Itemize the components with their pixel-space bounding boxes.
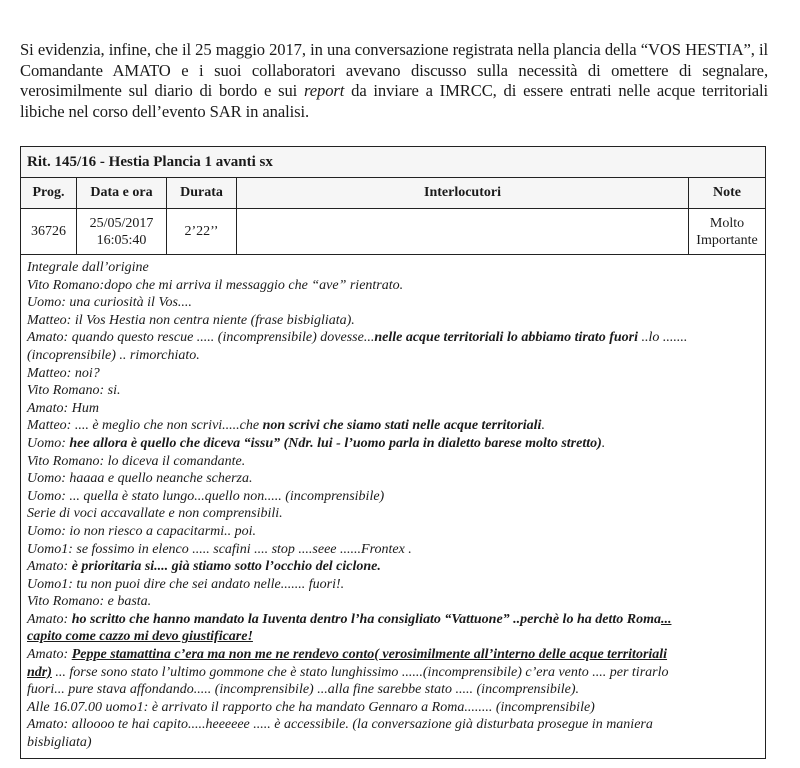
transcript-bold: hee allora è quello che diceva “issu” (Ndr. lui - l’uomo parla in dialetto barese molto stretto) xyxy=(69,435,602,451)
transcript-bold-underlined: ndr) xyxy=(27,664,52,680)
transcript-text: Amato: xyxy=(27,647,72,663)
header-note: Note xyxy=(713,185,741,200)
transcript-line: Uomo1: tu non puoi dire che sei andato nelle....... fuori!. xyxy=(27,576,345,592)
cell-prog: 36726 xyxy=(21,209,77,254)
transcript-line: Vito Romano: si. xyxy=(27,383,121,399)
transcript-bold: nelle acque territoriali lo abbiamo tirato fuori xyxy=(374,330,639,346)
table-header-row xyxy=(21,178,765,209)
header-prog: Prog. xyxy=(21,178,77,208)
transcript-bold: è prioritaria si.... già stiamo sotto l’occhio del ciclone. xyxy=(71,559,381,575)
cell-duration: 2’22’’ xyxy=(167,209,237,254)
transcript-line: Integrale dall’origine xyxy=(27,260,149,275)
header-interlocutors: Interlocutori xyxy=(237,178,689,208)
transcript-line: bisbigliata) xyxy=(27,735,92,751)
transcript-bold-underlined: ... xyxy=(660,611,672,627)
transcript-line: Amato: Hum xyxy=(27,400,99,416)
transcript-line xyxy=(27,664,759,682)
cell-date: 25/05/2017 xyxy=(89,215,154,231)
transcript-line xyxy=(27,417,759,435)
cell-time: 16:05:40 xyxy=(96,232,147,248)
transcript xyxy=(21,255,765,758)
cell-note xyxy=(689,209,765,254)
transcript-line: Amato: alloooo te hai capito.....heeeeee ..... è accessibile. (la conversazione già disturbata prosegue in maniera xyxy=(27,717,653,733)
transcript-line: Matteo: noi? xyxy=(27,365,100,381)
transcript-bold: non scrivi che siamo stati nelle acque territoriali xyxy=(262,418,542,434)
transcript-line: Uomo1: se fossimo in elenco ..... scafini .... stop ....seee ......Frontex . xyxy=(27,541,412,557)
transcript-line xyxy=(27,435,759,453)
transcript-line: Vito Romano:dopo che mi arriva il messaggio che “ave” rientrato. xyxy=(27,277,404,293)
cell-note-line2: Importante xyxy=(696,232,758,248)
intro-paragraph xyxy=(20,40,768,122)
transcript-text: Amato: quando questo rescue ..... (incomprensibile) dovesse... xyxy=(27,330,375,346)
transcript-text: . xyxy=(541,418,545,434)
cell-date-time xyxy=(77,209,167,254)
transcript-line-underlined: capito come cazzo mi devo giustificare! xyxy=(27,629,253,645)
intro-text: Si evidenzia, infine, che il 25 maggio 2017, in una conversazione registrata nella plancia della “VOS HESTIA”, il Comandante AMATO e i suoi collaboratori avevano discusso sulla necessità di omettere di segnalare, verosimilmente sul diario di bordo e sui xyxy=(20,40,768,100)
transcript-line: Vito Romano: lo diceva il comandante. xyxy=(27,453,246,469)
cell-note-line1: Molto xyxy=(709,215,745,231)
transcript-line: Alle 16.07.00 uomo1: è arrivato il rapporto che ha mandato Gennaro a Roma........ (incomprensibile) xyxy=(27,699,595,715)
transcript-bold: ho scritto che hanno mandato la Iuventa dentro l’ha consigliato “Vattuone” ..perchè lo ha detto Roma xyxy=(71,611,661,627)
intro-text-end: da inviare a IMRCC, di essere entrati nelle acque territoriali libiche nel corso dell’evento SAR in analisi. xyxy=(20,81,768,121)
transcript-line xyxy=(27,611,759,629)
transcript-line xyxy=(27,558,759,576)
transcript-text: . xyxy=(601,435,606,451)
transcript-text: Amato: xyxy=(27,559,72,575)
transcript-text: Matteo: .... è meglio che non scrivi.....che xyxy=(27,418,263,434)
transcript-line: Serie di voci accavallate e non comprensibili. xyxy=(27,506,283,522)
transcript-line: (incoprensibile) .. rimorchiato. xyxy=(27,347,200,363)
transcript-text: ... forse sono stato l’ultimo gommone che è stato lunghissimo ......(incomprensibile) c’era vento .... per tirarlo xyxy=(51,664,669,680)
transcript-line: Matteo: il Vos Hestia non centra niente (frase bisbigliata). xyxy=(27,312,355,328)
transcript-text: ..lo ....... xyxy=(638,330,688,346)
table-title: Rit. 145/16 - Hestia Plancia 1 avanti sx xyxy=(21,147,765,178)
transcript-text: Uomo: xyxy=(27,435,70,451)
cell-interlocutors xyxy=(237,209,689,254)
header-date: Data e ora xyxy=(77,178,167,208)
transcript-line: Uomo: haaaa e quello neanche scherza. xyxy=(27,471,253,487)
interception-table xyxy=(20,146,766,759)
header-duration: Durata xyxy=(167,178,237,208)
transcript-line: Uomo: una curiosità il Vos.... xyxy=(27,295,192,311)
transcript-line xyxy=(27,329,759,347)
transcript-line: Uomo: io non riesco a capacitarmi.. poi. xyxy=(27,523,257,539)
intro-italic-report: report xyxy=(304,81,345,100)
transcript-bold-underlined: Peppe stamattina c’era ma non me ne rendevo conto( verosimilmente all’interno delle acque territoriali xyxy=(71,647,668,663)
transcript-line: Vito Romano: e basta. xyxy=(27,594,152,610)
transcript-line xyxy=(27,646,759,664)
table-row xyxy=(21,209,765,255)
transcript-line: Uomo: ... quella è stato lungo...quello non..... (incomprensibile) xyxy=(27,488,385,504)
transcript-line: fuori... pure stava affondando..... (incomprensibile) ...alla fine sarebbe stato ..... (incomprensibile). xyxy=(27,682,580,698)
transcript-text: Amato: xyxy=(27,611,72,627)
